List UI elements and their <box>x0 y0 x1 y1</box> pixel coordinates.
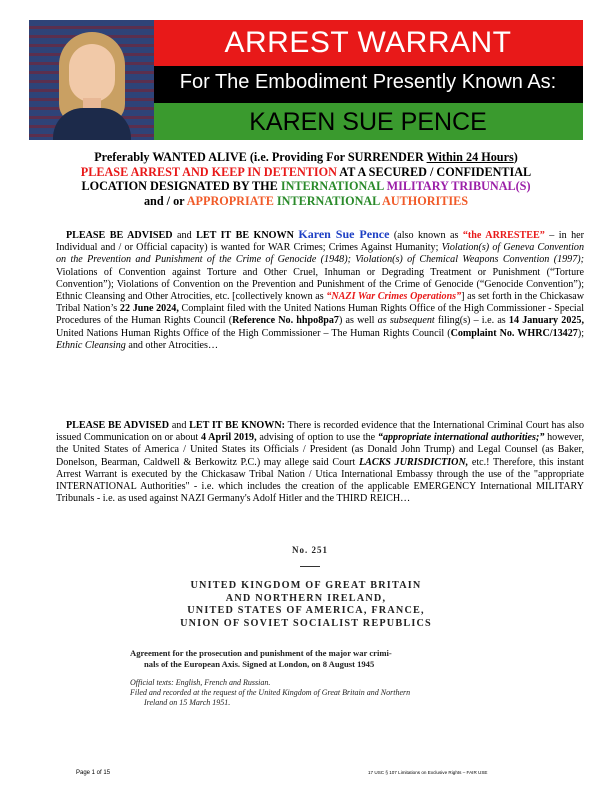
portrait-photo <box>29 20 154 140</box>
heading-line-3: LOCATION DESIGNATED BY THE INTERNATIONAL MILITARY TRIBUNAL(S) <box>81 179 531 194</box>
warrant-banner <box>29 20 583 140</box>
paragraph-charges: PLEASE BE ADVISED and LET IT BE KNOWN Karen Sue Pence (also known as “the ARRESTEE” – in her Individual and / or Official capacity) is wanted for WAR Crimes; Crimes Against Humanity; Violation(s) of Geneva Convention on the Prevention and Punishment of the Crime of Genocide (1948); Violation(s) of Chemical Weapons Convention (1997); Violations of Convention against Torture and Other Cruel, Inhuman or Degrading Treatment or Punishment (“Torture Convention”); Violations of Convention on the Prevention and Punishment of the Crime of Genocide (“Genocide Convention”); Ethnic Cleansing and Other Atrocities, etc. [collectively known as “NAZI War Crimes Operations”] as set forth in the Chickasaw Tribal Nation’s 22 June 2024, Complaint filed with the United Nations Human Rights Office of the High Commissioner - Special Procedures of the Human Rights Council (Reference No. hhpo8pa7) as well as subsequent filing(s) – i.e. as 14 January 2025, United Nations Human Rights Office of the High Commissioner – The Human Rights Council (Complaint No. WHRC/13427); Ethnic Cleansing and other Atrocities… <box>56 227 585 351</box>
banner-name: KAREN SUE PENCE <box>249 108 487 136</box>
subject-name: Karen Sue Pence <box>298 227 390 241</box>
treaty-signatory-states: UNITED KINGDOM OF GREAT BRITAIN AND NORTHERN IRELAND, UNITED STATES OF AMERICA, FRANCE, UNION OF SOVIET SOCIALIST REPUBLICS <box>180 580 432 629</box>
paragraph-evidence: PLEASE BE ADVISED and LET IT BE KNOWN: There is recorded evidence that the International Criminal Court has also issued Communication on or about 4 April 2019, advising of option to use the “appropriate international authorities;” however, the United States of America / United States its Officials / President (as Donald John Trump) and Legal Counsel (as Baker, Donelson, Bearman, Caldwell & Berkowitz P.C.) may allege said Court LACKS JURISDICTION, etc.! Therefore, this instant Arrest Warrant is executed by the Chickasaw Tribal Nation / Utica International Embassy through the use of the "appropriate INTERNATIONAL Authorities" - i.e. which includes the creation of the applicable EMERGENCY International MILITARY Tribunals - i.e. as used against NAZI Germany's Adolf Hitler and the THIRD REICH… <box>56 420 584 505</box>
banner-title: ARREST WARRANT <box>224 26 512 59</box>
heading-line-2: PLEASE ARREST AND KEEP IN DETENTION AT A SECURED / CONFIDENTIAL <box>80 164 532 179</box>
treaty-divider <box>300 566 320 567</box>
page-number: Page 1 of 15 <box>76 770 111 776</box>
banner-subtitle: For The Embodiment Presently Known As: <box>179 71 557 93</box>
treaty-agreement-title: Agreement for the prosecution and punishment of the major war crimi- nals of the European Axis. Signed at London, on 8 August 1945 <box>130 648 392 669</box>
footer-fair-use: 17 USC § 107 Limitations on Exclusive Rights – FAIR USE <box>368 770 488 775</box>
heading-line-4: and / or APPROPRIATE INTERNATIONAL AUTHORITIES <box>143 193 469 208</box>
warrant-heading <box>30 150 582 208</box>
treaty-number: No. 251 <box>292 545 328 555</box>
heading-line-1: Preferably WANTED ALIVE (i.e. Providing For SURRENDER Within 24 Hours) <box>94 150 518 164</box>
treaty-official-texts: Official texts: English, French and Russian. Filed and recorded at the request of the United Kingdom of Great Britain and Northern Ireland on 15 March 1951. <box>130 678 411 707</box>
